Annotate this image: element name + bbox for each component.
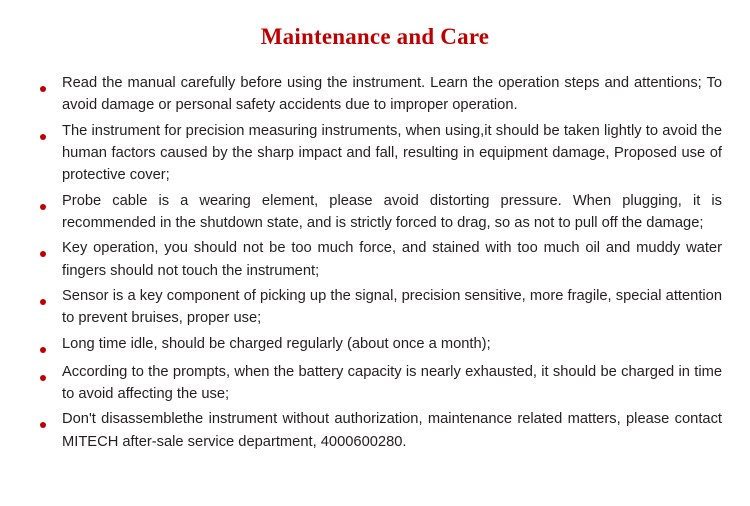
bullet-dot-icon bbox=[24, 120, 62, 145]
page-title: Maintenance and Care bbox=[260, 24, 490, 49]
list-item bbox=[24, 120, 724, 187]
list-item-text: Sensor is a key component of picking up the signal, precision sensitive, more fragile, special attention to prevent bruises, proper use; bbox=[62, 288, 722, 327]
maintenance-bullet-list bbox=[0, 50, 750, 453]
list-item-text: Key operation, you should not be too much force, and stained with too much oil and muddy water fingers should not touch the instrument; bbox=[62, 240, 722, 279]
list-item bbox=[24, 72, 724, 117]
list-item bbox=[24, 408, 724, 453]
list-item-text: Read the manual carefully before using the instrument. Learn the operation steps and attentions; To avoid damage or personal safety accidents due to improper operation. bbox=[62, 75, 722, 114]
bullet-dot-icon bbox=[24, 190, 62, 215]
bullet-dot-icon bbox=[24, 361, 62, 386]
bullet-dot-icon bbox=[24, 72, 62, 97]
list-item bbox=[24, 285, 724, 330]
list-item-text: Probe cable is a wearing element, please avoid distorting pressure. When plugging, it is recommended in the shutdown state, and is strictly forced to drag, so as not to pull off the damage; bbox=[62, 192, 722, 232]
list-item-text: Long time idle, should be charged regularly (about once a month); bbox=[62, 335, 491, 352]
list-item-text: According to the prompts, when the battery capacity is nearly exhausted, it should be charged in time to avoid affecting the use; bbox=[62, 363, 722, 403]
list-item-text: Don't disassemblethe instrument without authorization, maintenance related matters, please contact MITECH after-sale service department, 4000600280. bbox=[62, 411, 722, 450]
bullet-dot-icon bbox=[24, 333, 62, 358]
list-item-text: The instrument for precision measuring instruments, when using,it should be taken lightly to avoid the human factors caused by the sharp impact and fall, resulting in equipment damage, Proposed use of protective cover; bbox=[62, 122, 722, 184]
list-item bbox=[24, 333, 724, 358]
list-item bbox=[24, 190, 724, 235]
bullet-dot-icon bbox=[24, 285, 62, 310]
list-item bbox=[24, 361, 724, 406]
list-item bbox=[24, 237, 724, 282]
bullet-dot-icon bbox=[24, 237, 62, 262]
bullet-dot-icon bbox=[24, 408, 62, 433]
